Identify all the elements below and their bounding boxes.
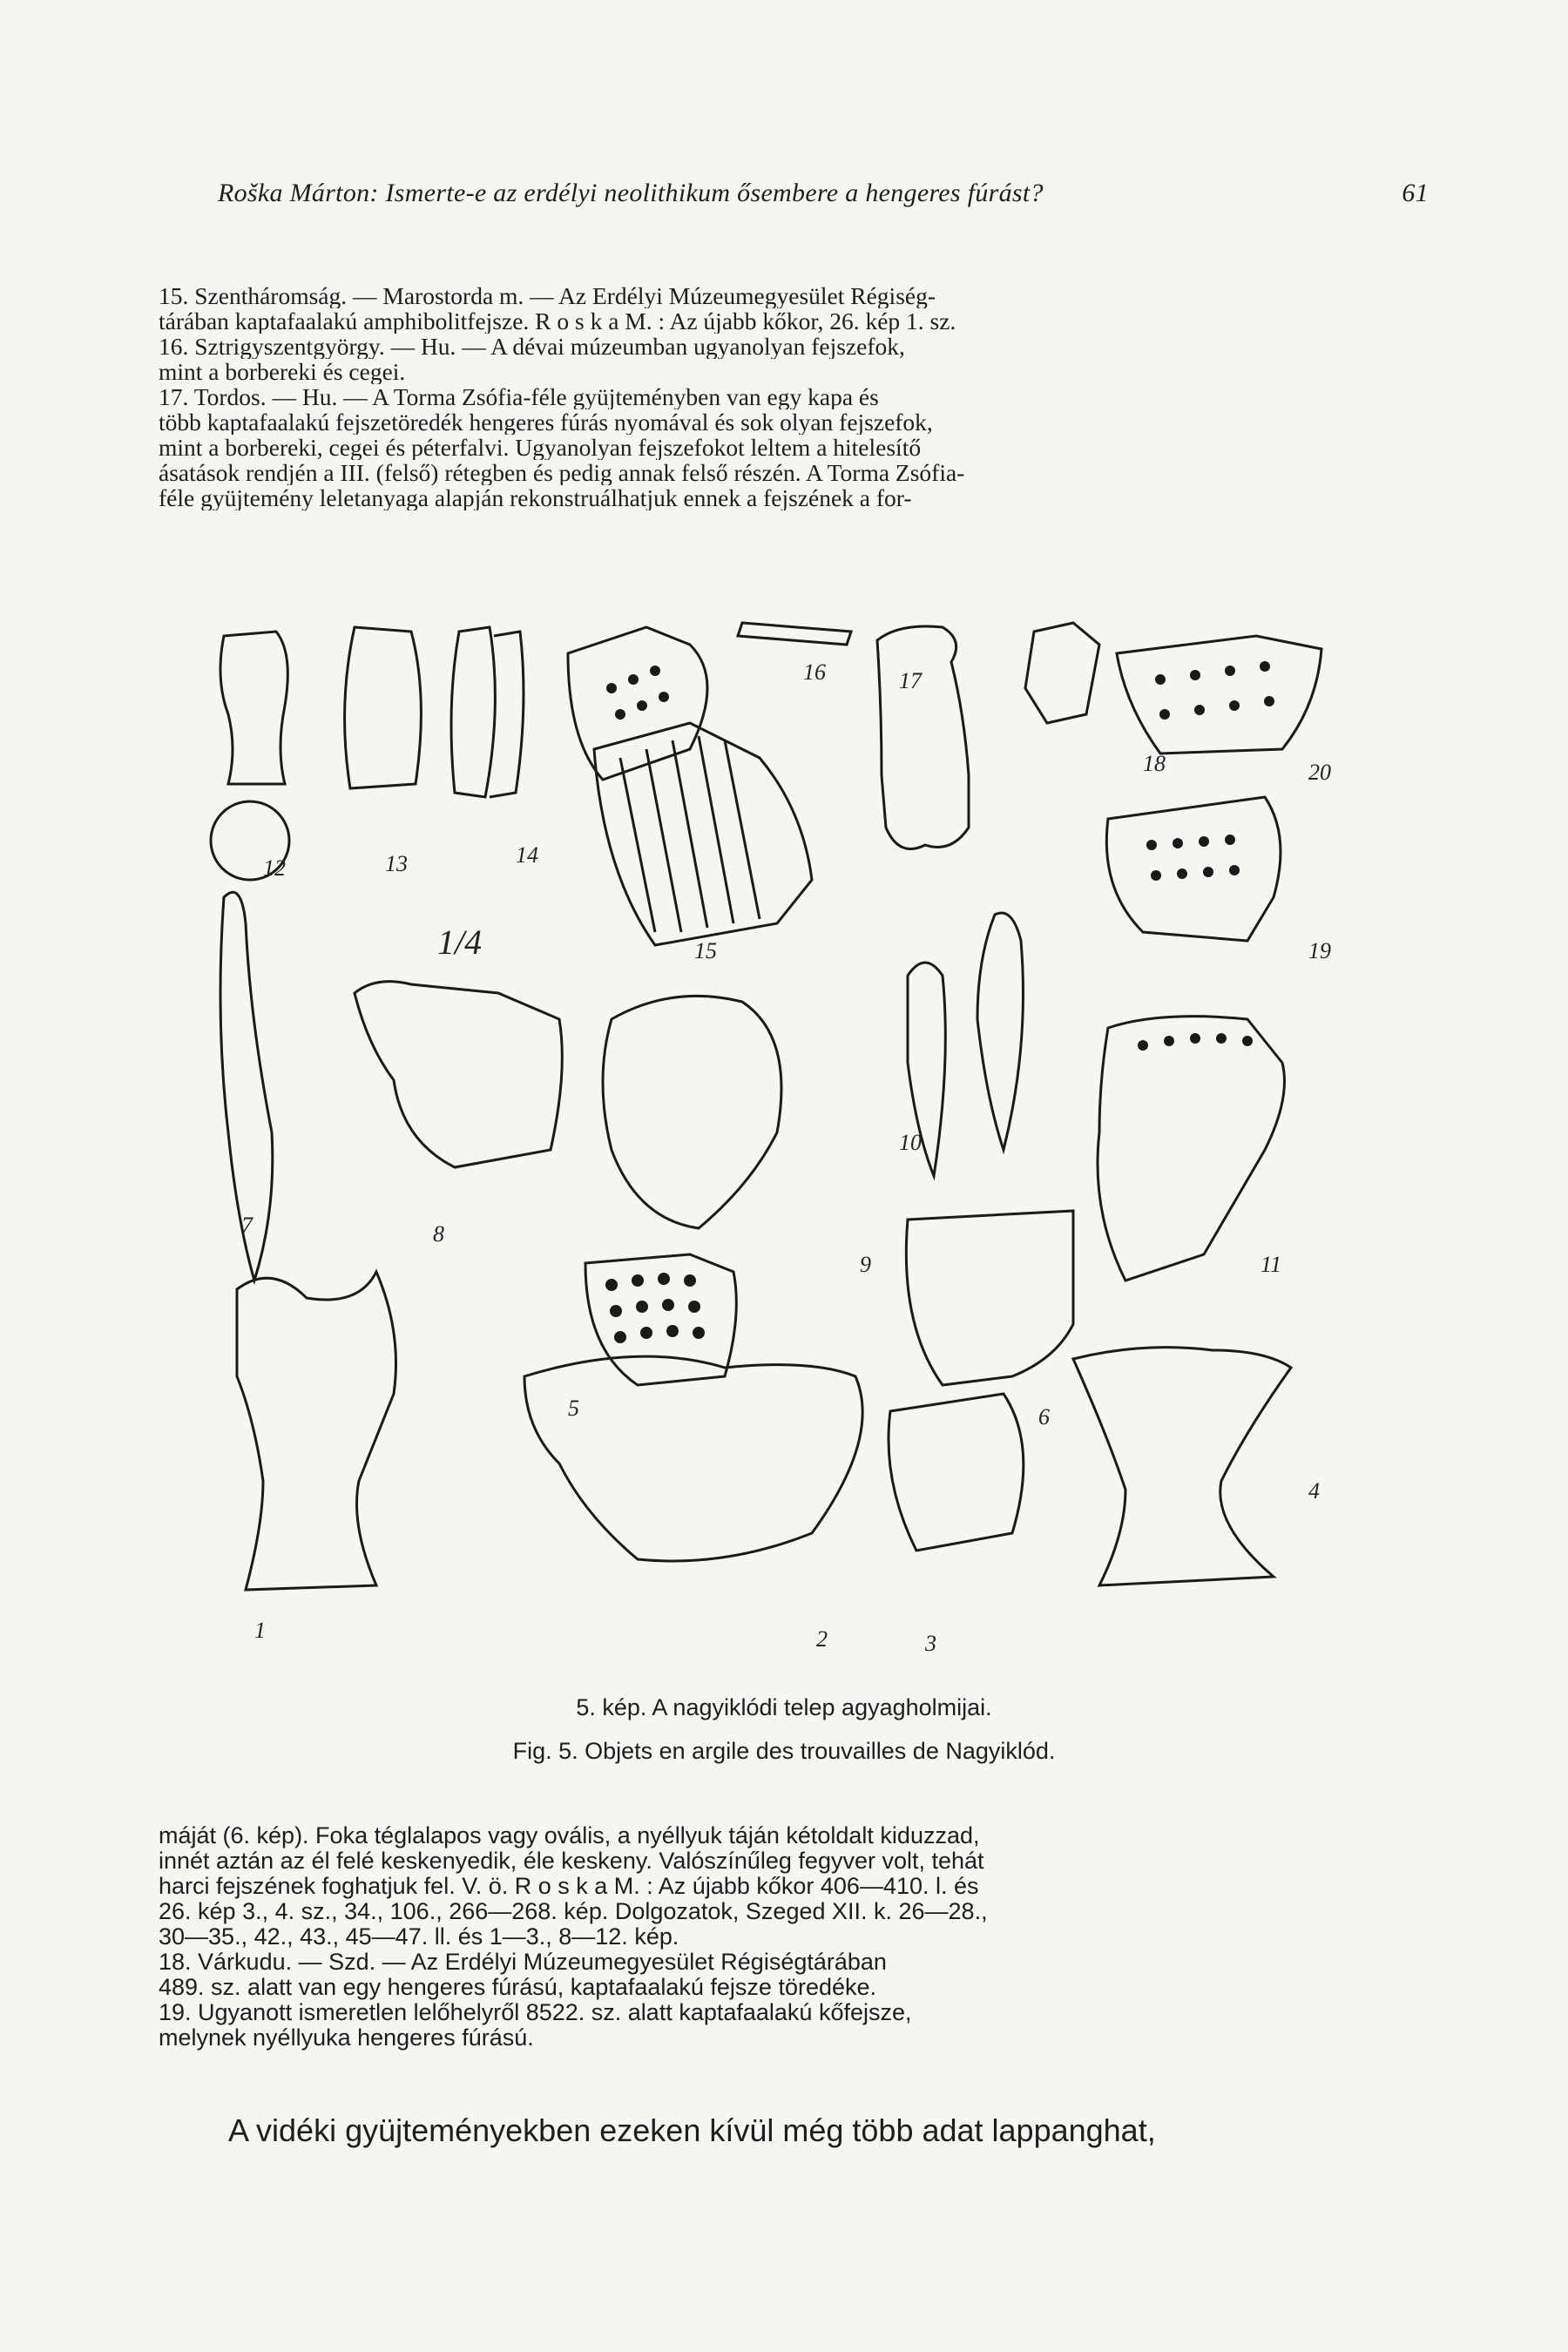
figure-label-9: 9	[860, 1252, 871, 1277]
figure-label-6: 6	[1038, 1404, 1050, 1429]
artifact-18	[1025, 623, 1099, 723]
text-line: 30—35., 42., 43., 45—47. ll. és 1—3., 8—12. kép.	[159, 1924, 679, 1950]
figure-label-14: 14	[516, 842, 538, 868]
artifact-13	[345, 627, 422, 788]
closing-line: A vidéki gyüjteményekben ezeken kívül még több adat lappanghat,	[228, 2112, 1156, 2148]
artifact-12	[220, 632, 287, 784]
artifact-17	[877, 626, 969, 849]
artifact-11	[1098, 1017, 1285, 1281]
text-line: 18. Várkudu. — Szd. — Az Erdélyi Múzeumegyesület Régiségtárában	[159, 1950, 887, 1975]
page-number: 61	[1402, 179, 1429, 207]
artifact-9	[603, 996, 781, 1228]
text-line: innét aztán az él felé keskenyedik, éle keskeny. Valószínűleg fegyver volt, tehát	[159, 1848, 984, 1874]
figure-label-17: 17	[899, 668, 922, 693]
text-line: melynek nyéllyuka hengeres fúrású.	[159, 2025, 534, 2051]
artifact-16	[738, 623, 851, 645]
text-line: harci fejszének foghatjuk fel. V. ö. R o s k a M. : Az újabb kőkor 406—410. l. és	[159, 1874, 979, 1899]
figure-label-16: 16	[803, 659, 826, 685]
figure-caption-hungarian: 5. kép. A nagyiklódi telep agyagholmijai.	[576, 1694, 992, 1720]
artifact-14	[451, 627, 495, 797]
text-line: tárában kaptafaalakú amphibolitfejsze. R o s k a M. : Az újabb kőkor, 26. kép 1. sz.	[159, 308, 956, 334]
artifact-4	[1073, 1348, 1291, 1585]
text-line: 16. Sztrigyszentgyörgy. — Hu. — A dévai múzeumban ugyanolyan fejszefok,	[159, 334, 905, 359]
figure-label-15: 15	[694, 938, 717, 963]
artifact-20	[1117, 636, 1321, 754]
text-line: mint a borbereki, cegei és péterfalvi. Ugyanolyan fejszefokot leltem a hitelesítő	[159, 435, 922, 460]
artifact-6	[906, 1211, 1073, 1385]
figure-label-20: 20	[1308, 760, 1331, 785]
figure-label-3: 3	[925, 1631, 936, 1656]
artifact-3	[889, 1394, 1024, 1551]
figure-label-1: 1	[254, 1618, 266, 1643]
figure-label-12: 12	[263, 855, 286, 881]
artifact-8	[355, 982, 562, 1167]
figure-label-5: 5	[568, 1396, 579, 1421]
figure-label-7: 7	[241, 1213, 253, 1238]
text-line: 15. Szentháromság. — Marostorda m. — Az Erdélyi Múzeumegyesület Régiség-	[159, 283, 936, 308]
artifact-drawings	[202, 610, 1413, 1673]
figure-label-19: 19	[1308, 938, 1331, 963]
figure-label-11: 11	[1260, 1252, 1282, 1277]
text-line: ásatások rendjén a III. (felső) rétegben és pedig annak felső részén. A Torma Zsófia-	[159, 460, 965, 485]
paragraph-bottom	[159, 1823, 1413, 2051]
artifact-2	[524, 1356, 862, 1561]
figure-label-2: 2	[816, 1626, 828, 1652]
figure-caption-french: Fig. 5. Objets en argile des trouvailles de Nagyiklód.	[512, 1738, 1056, 1764]
artifact-plate-figure	[202, 610, 1413, 1673]
text-line: 19. Ugyanott ismeretlen lelőhelyről 8522. sz. alatt kaptafaalakú kőfejsze,	[159, 2000, 912, 2025]
text-line: féle gyüjtemény leletanyaga alapján rekonstruálhatjuk ennek a fejszének a for-	[159, 485, 912, 510]
scale-label: 1/4	[437, 923, 483, 962]
figure-label-4: 4	[1308, 1478, 1320, 1504]
artifact-19	[1106, 797, 1281, 941]
figure-label-10: 10	[899, 1130, 922, 1155]
paragraph-top	[159, 283, 1413, 510]
running-title: Roška Márton: Ismerte-e az erdélyi neolithikum ősembere a hengeres fúrást?	[218, 179, 1044, 207]
running-header	[218, 179, 1429, 213]
text-line: 489. sz. alatt van egy hengeres fúrású, kaptafaalakú fejsze töredéke.	[159, 1975, 877, 2000]
text-line: 17. Tordos. — Hu. — A Torma Zsófia-féle gyüjteményben van egy kapa és	[159, 384, 879, 409]
text-line: több kaptafaalakú fejszetöredék hengeres fúrás nyomával és sok olyan fejszefok,	[159, 409, 933, 435]
figure-label-18: 18	[1143, 751, 1166, 776]
text-line: máját (6. kép). Foka téglalapos vagy ovális, a nyéllyuk táján kétoldalt kiduzzad,	[159, 1823, 980, 1848]
artifact-1	[237, 1272, 396, 1590]
artifact-10	[977, 913, 1024, 1150]
figure-label-8: 8	[433, 1221, 444, 1247]
text-line: 26. kép 3., 4. sz., 34., 106., 266—268. kép. Dolgozatok, Szeged XII. k. 26—28.,	[159, 1899, 988, 1924]
figure-label-13: 13	[385, 851, 408, 876]
text-line: mint a borbereki és cegei.	[159, 359, 406, 384]
